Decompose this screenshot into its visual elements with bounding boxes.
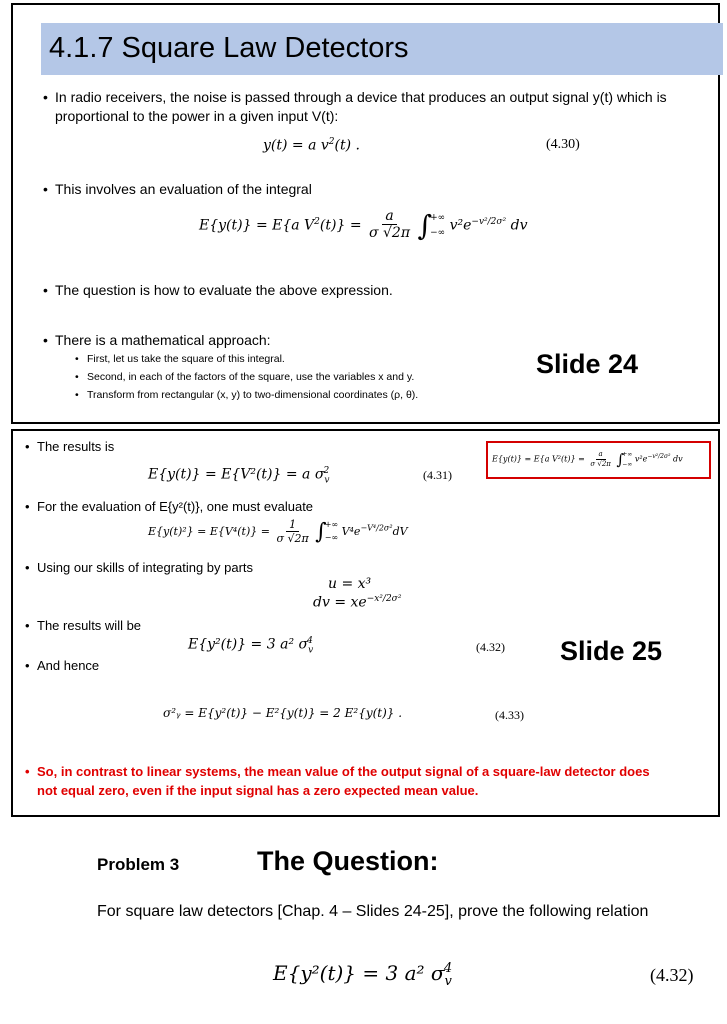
equation-4-30-number: (4.30) <box>546 137 580 152</box>
sub-bullet-1: • First, let us take the square of this integral. <box>75 353 285 365</box>
results-is-text: • The results is <box>25 439 115 454</box>
bullet-2: • This involves an evaluation of the integral <box>43 181 312 197</box>
bullet-1-line-1: • In radio receivers, the noise is passed through a device that produces an output signal y(t) which is <box>43 89 667 105</box>
question-equation-number: (4.32) <box>650 965 694 985</box>
conclusion-line-1: • So, in contrast to linear systems, the mean value of the output signal of a square-law detector does <box>25 764 650 779</box>
reference-integral-box <box>486 441 711 479</box>
sub-bullet-3: • Transform from rectangular (x, y) to two-dimensional coordinates (ρ, θ). <box>75 389 419 401</box>
equation-4-32-number: (4.32) <box>476 640 505 654</box>
equation-4-30: y(t) = a $v^2(t)$ . <box>263 137 360 154</box>
problem-number: Problem 3 <box>97 855 180 874</box>
u-substitution: u = x³ <box>328 576 372 592</box>
slide-24-title: 4.1.7 Square Law Detectors <box>49 32 409 64</box>
equation-4-33: σ²ᵧ = E{y²(t)} − E²{y(t)} = 2 E²{y(t)} . <box>163 706 403 720</box>
conclusion-line-2: not equal zero, even if the input signal has a zero expected mean value. <box>37 783 479 798</box>
results-will-be-text: • The results will be <box>25 618 142 633</box>
equation-4-33-number: (4.33) <box>495 708 524 722</box>
slide-24-label: Slide 24 <box>536 349 639 379</box>
reference-integral: E{y(t)} = E{a V²(t)} = $\frac{a}{\sigma √2\pi}$ ∫ +∞ −∞ $v^2e^{-v^2/2\sigma^2}$ dv <box>492 450 683 469</box>
equation-4-31: E{y(t)} = E{V²(t)} = a $\sigma_v^2$ <box>148 466 330 486</box>
question-equation: E{y²(t)} = 3 a² $\sigma_v^4$ <box>273 961 453 989</box>
bullet-1-line-2: proportional to the power in a given input V(t): <box>55 108 339 124</box>
evaluation-integral: E{y(t)²} = E{V⁴(t)} = $\frac{1}{\sigma √2\pi}$ ∫ +∞ −∞ $V^4e^{-V^4/2\sigma^2}dV$ <box>148 518 408 546</box>
question-text: For square law detectors [Chap. 4 – Slides 24-25], prove the following relation <box>97 903 649 920</box>
bullet-3: • The question is how to evaluate the above expression. <box>43 282 393 298</box>
question-title: The Question: <box>257 846 439 876</box>
equation-4-31-number: (4.31) <box>423 468 452 482</box>
sub-bullet-2: • Second, in each of the factors of the square, use the variables x and y. <box>75 371 415 383</box>
evaluation-text: • For the evaluation of E{y²(t)}, one must evaluate <box>25 499 314 514</box>
slide-25-label: Slide 25 <box>560 636 663 666</box>
equation-4-32: E{y²(t)} = 3 a² $\sigma_v^4$ <box>188 636 314 656</box>
and-hence-text: • And hence <box>25 658 100 673</box>
slide-24 <box>11 3 720 424</box>
slide-24-title-bar <box>41 23 723 75</box>
slide-25 <box>11 429 720 817</box>
integral-equation: E{y(t)} = E{a $V^2(t)$} = $\frac{a}{\sigma √2\pi}$ ∫ +∞ −∞ $v^2e^{-v^2/2\sigma^2}$ dv <box>199 208 528 243</box>
integration-by-parts-text: • Using our skills of integrating by parts <box>25 560 254 575</box>
bullet-4: • There is a mathematical approach: <box>43 332 271 348</box>
dv-substitution: dv = $xe^{-x^2/2\sigma^2}$ <box>313 594 402 611</box>
